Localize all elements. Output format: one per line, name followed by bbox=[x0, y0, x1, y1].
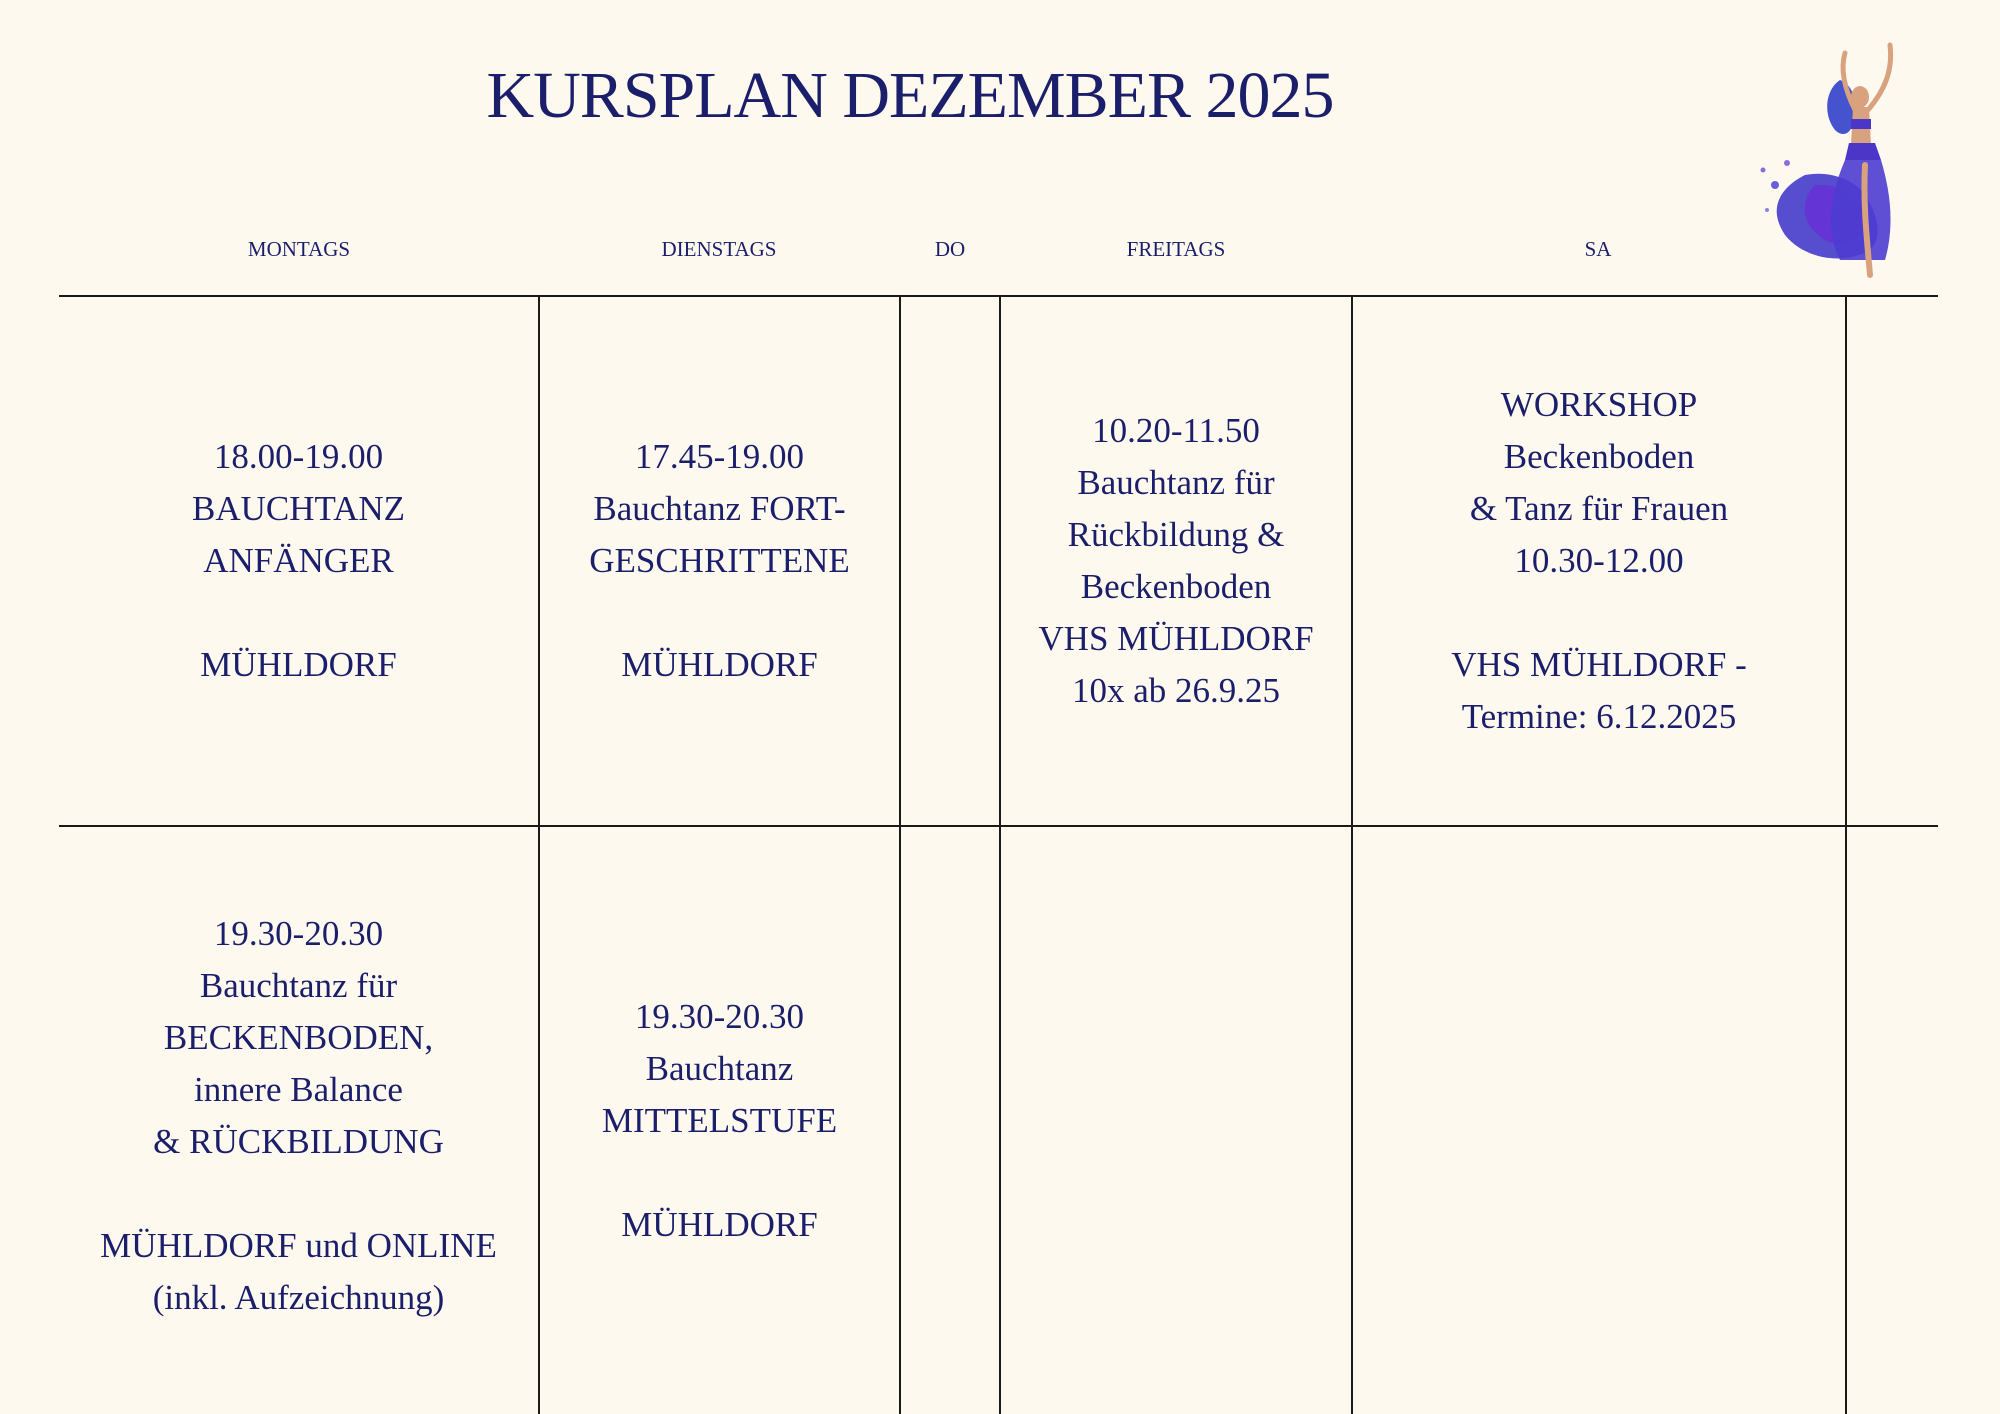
header-dienstags: DIENSTAGS bbox=[661, 237, 777, 261]
column-divider-5 bbox=[1845, 296, 1847, 1414]
header-sa: SA bbox=[1584, 237, 1612, 261]
cell-mon-row1 bbox=[59, 297, 538, 825]
dancer-illustration bbox=[1745, 35, 1945, 285]
page-title: KURSPLAN DEZEMBER 2025 bbox=[486, 59, 1334, 132]
cell-sat-row1 bbox=[1353, 297, 1845, 825]
course-tue-intermediate: 19.30-20.30 Bauchtanz MITTELSTUFE MÜHLDORF bbox=[601, 996, 838, 1244]
course-tue-advanced: 17.45-19.00 Bauchtanz FORT- GESCHRITTENE MÜHLDORF bbox=[589, 437, 850, 684]
course-mon-beckenboden: 19.30-20.30 Bauchtanz für BECKENBODEN, innere Balance & RÜCKBILDUNG MÜHLDORF und ONLINE (inkl. Aufzeichnung) bbox=[100, 913, 497, 1317]
header-montags: MONTAGS bbox=[247, 237, 351, 261]
header-freitags: FREITAGS bbox=[1126, 237, 1226, 261]
column-divider-2 bbox=[899, 296, 901, 1414]
cell-mon-row2 bbox=[59, 827, 538, 1414]
cell-tue-row1 bbox=[540, 297, 899, 825]
course-fri-rueckbildung: 10.20-11.50 Bauchtanz für Rückbildung & Beckenboden VHS MÜHLDORF 10x ab 26.9.25 bbox=[1038, 411, 1314, 710]
course-sat-workshop: WORKSHOP Beckenboden & Tanz für Frauen 10.30-12.00 VHS MÜHLDORF - Termine: 6.12.2025 bbox=[1451, 385, 1747, 736]
cell-fri-row1 bbox=[1001, 297, 1351, 825]
course-mon-beginner: 18.00-19.00 BAUCHTANZ ANFÄNGER MÜHLDORF bbox=[191, 437, 406, 684]
header-do: DO bbox=[934, 237, 966, 261]
cell-tue-row2 bbox=[540, 827, 899, 1414]
